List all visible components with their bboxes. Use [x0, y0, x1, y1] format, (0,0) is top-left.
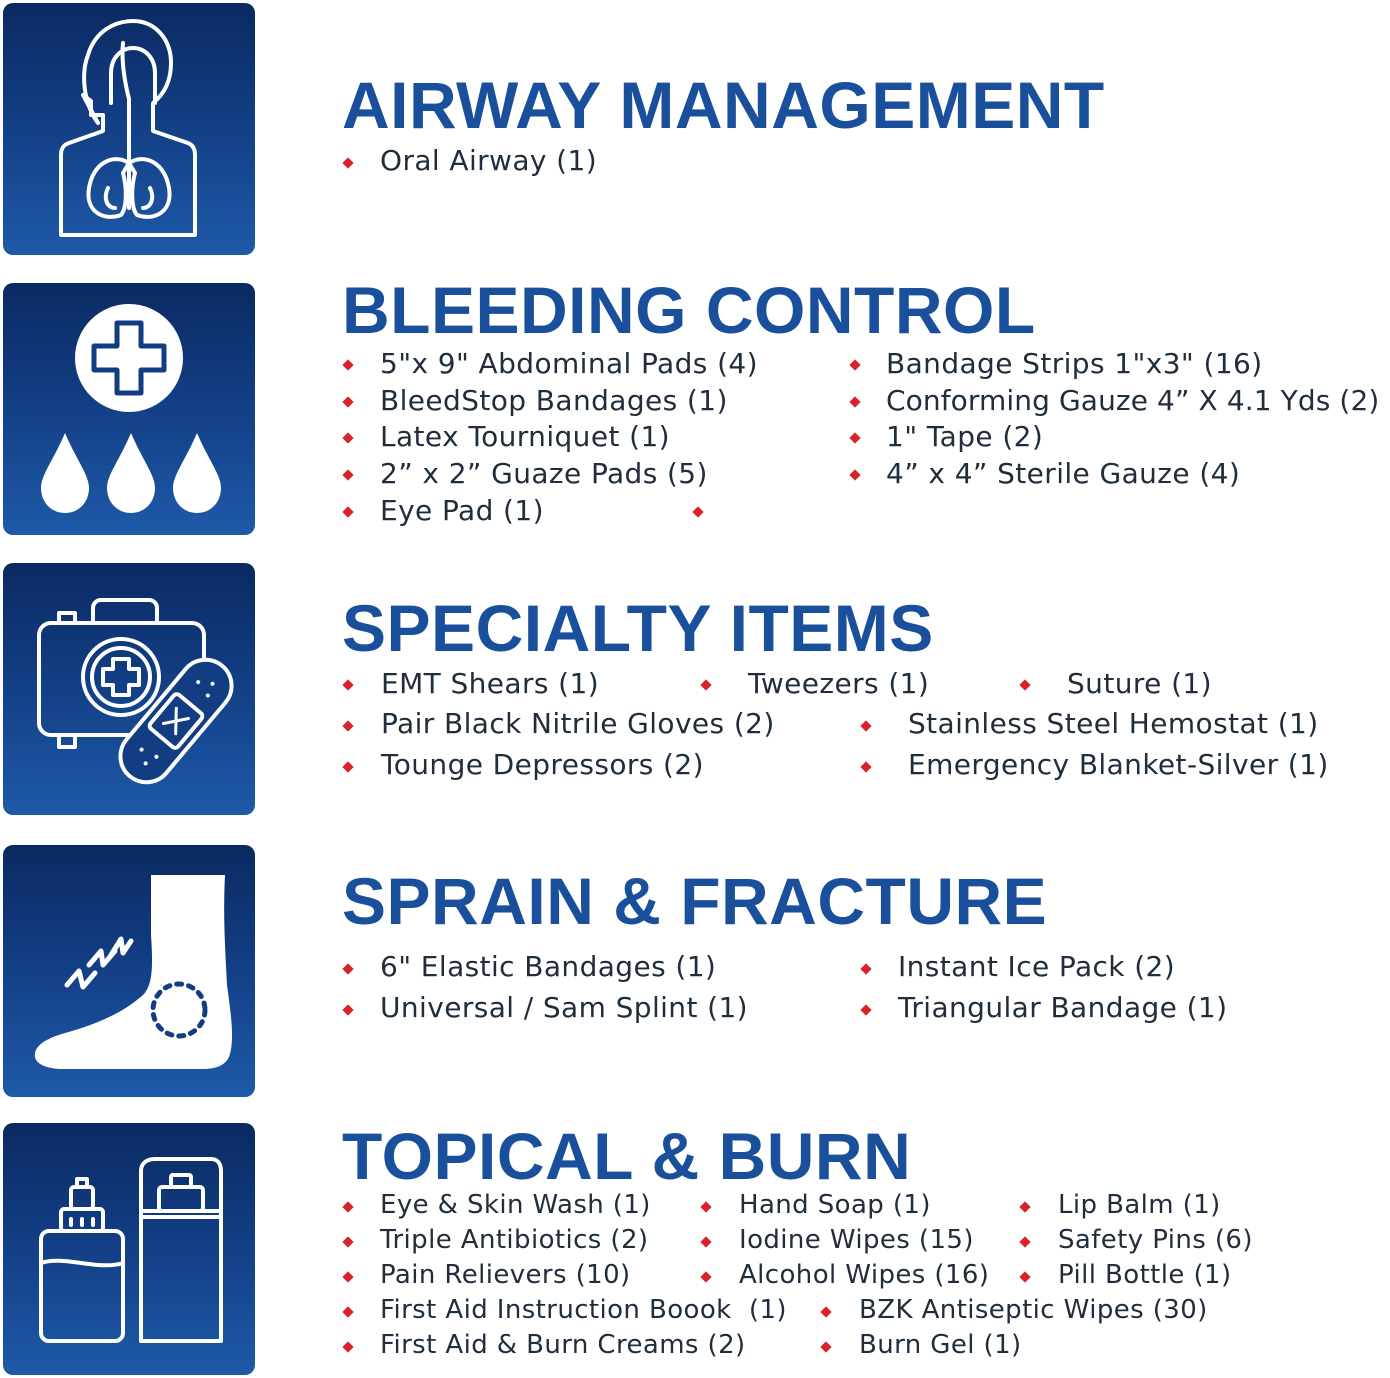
list-item: Eye Pad (1)	[380, 494, 544, 527]
bullet-icon	[342, 359, 353, 370]
bullet-icon	[1019, 1271, 1030, 1282]
bullet-icon	[342, 1201, 353, 1212]
bullet-icon	[700, 679, 711, 690]
bullet-icon	[700, 1201, 711, 1212]
bottles-icon	[3, 1123, 255, 1375]
bullet-icon	[342, 1004, 353, 1015]
bullet-icon	[692, 506, 703, 517]
bullet-icon	[342, 1341, 353, 1352]
list-item: Triangular Bandage (1)	[898, 991, 1228, 1024]
bullet-icon	[342, 963, 353, 974]
bullet-icon	[700, 1271, 711, 1282]
medical-cross-blood-drops-icon	[3, 283, 255, 535]
bullet-icon	[820, 1341, 831, 1352]
bullet-icon	[860, 720, 871, 731]
list-item: Instant Ice Pack (2)	[898, 950, 1176, 983]
bullet-icon	[1019, 679, 1030, 690]
bullet-icon	[849, 469, 860, 480]
list-item: First Aid & Burn Creams (2)	[380, 1330, 746, 1360]
list-item: Lip Balm (1)	[1058, 1190, 1221, 1220]
injured-foot-icon	[3, 845, 255, 1097]
bullet-icon	[342, 679, 353, 690]
list-item: Bandage Strips 1"x3" (16)	[886, 347, 1263, 380]
bullet-icon	[1019, 1236, 1030, 1247]
list-item: BZK Antiseptic Wipes (30)	[859, 1295, 1208, 1325]
list-item: Conforming Gauze 4” X 4.1 Yds (2)	[886, 384, 1380, 417]
list-item: EMT Shears (1)	[381, 667, 600, 700]
bleeding-tile	[3, 283, 255, 535]
bullet-icon	[342, 1236, 353, 1247]
sprain-tile	[3, 845, 255, 1097]
list-item: Emergency Blanket-Silver (1)	[908, 748, 1329, 781]
section-title-specialty: SPECIALTY ITEMS	[342, 591, 934, 665]
list-item: Stainless Steel Hemostat (1)	[908, 707, 1319, 740]
bullet-icon	[342, 396, 353, 407]
list-item: Tweezers (1)	[748, 667, 930, 700]
list-item: Safety Pins (6)	[1058, 1225, 1253, 1255]
list-item: Triple Antibiotics (2)	[380, 1225, 649, 1255]
first-aid-kit-bandage-icon	[3, 563, 255, 815]
list-item: Pain Relievers (10)	[380, 1260, 631, 1290]
bullet-icon	[342, 157, 353, 168]
list-item: Burn Gel (1)	[859, 1330, 1022, 1360]
list-item: 1" Tape (2)	[886, 420, 1044, 453]
list-item: Alcohol Wipes (16)	[739, 1260, 990, 1290]
section-title-airway: AIRWAY MANAGEMENT	[342, 68, 1105, 142]
bullet-icon	[1019, 1201, 1030, 1212]
list-item: Eye & Skin Wash (1)	[380, 1190, 651, 1220]
list-item: Tounge Depressors (2)	[381, 748, 704, 781]
specialty-tile	[3, 563, 255, 815]
bullet-icon	[860, 1004, 871, 1015]
section-title-topical: TOPICAL & BURN	[342, 1119, 912, 1193]
airway-tile	[3, 3, 255, 255]
list-item: 5"x 9" Abdominal Pads (4)	[380, 347, 758, 380]
list-item: Suture (1)	[1067, 667, 1212, 700]
bullet-icon	[342, 469, 353, 480]
bullet-icon	[820, 1306, 831, 1317]
list-item: Iodine Wipes (15)	[739, 1225, 974, 1255]
bullet-icon	[860, 963, 871, 974]
list-item: 2” x 2” Guaze Pads (5)	[380, 457, 708, 490]
list-item: Pill Bottle (1)	[1058, 1260, 1232, 1290]
bullet-icon	[342, 1306, 353, 1317]
section-title-bleeding: BLEEDING CONTROL	[342, 273, 1036, 347]
topical-tile	[3, 1123, 255, 1375]
bullet-icon	[342, 506, 353, 517]
bullet-icon	[700, 1236, 711, 1247]
bullet-icon	[342, 720, 353, 731]
list-item: First Aid Instruction Boook (1)	[380, 1295, 787, 1325]
bullet-icon	[342, 432, 353, 443]
list-item: Universal / Sam Splint (1)	[380, 991, 748, 1024]
list-item: Hand Soap (1)	[739, 1190, 931, 1220]
bullet-icon	[849, 396, 860, 407]
list-item: Latex Tourniquet (1)	[380, 420, 670, 453]
list-item: Oral Airway (1)	[380, 144, 598, 177]
list-item: Pair Black Nitrile Gloves (2)	[381, 707, 775, 740]
section-title-sprain: SPRAIN & FRACTURE	[342, 864, 1048, 938]
bullet-icon	[342, 1271, 353, 1282]
bullet-icon	[849, 432, 860, 443]
list-item: BleedStop Bandages (1)	[380, 384, 728, 417]
bullet-icon	[860, 761, 871, 772]
list-item: 4” x 4” Sterile Gauze (4)	[886, 457, 1241, 490]
bullet-icon	[342, 761, 353, 772]
bullet-icon	[849, 359, 860, 370]
respiratory-system-icon	[3, 3, 255, 255]
list-item: 6" Elastic Bandages (1)	[380, 950, 717, 983]
